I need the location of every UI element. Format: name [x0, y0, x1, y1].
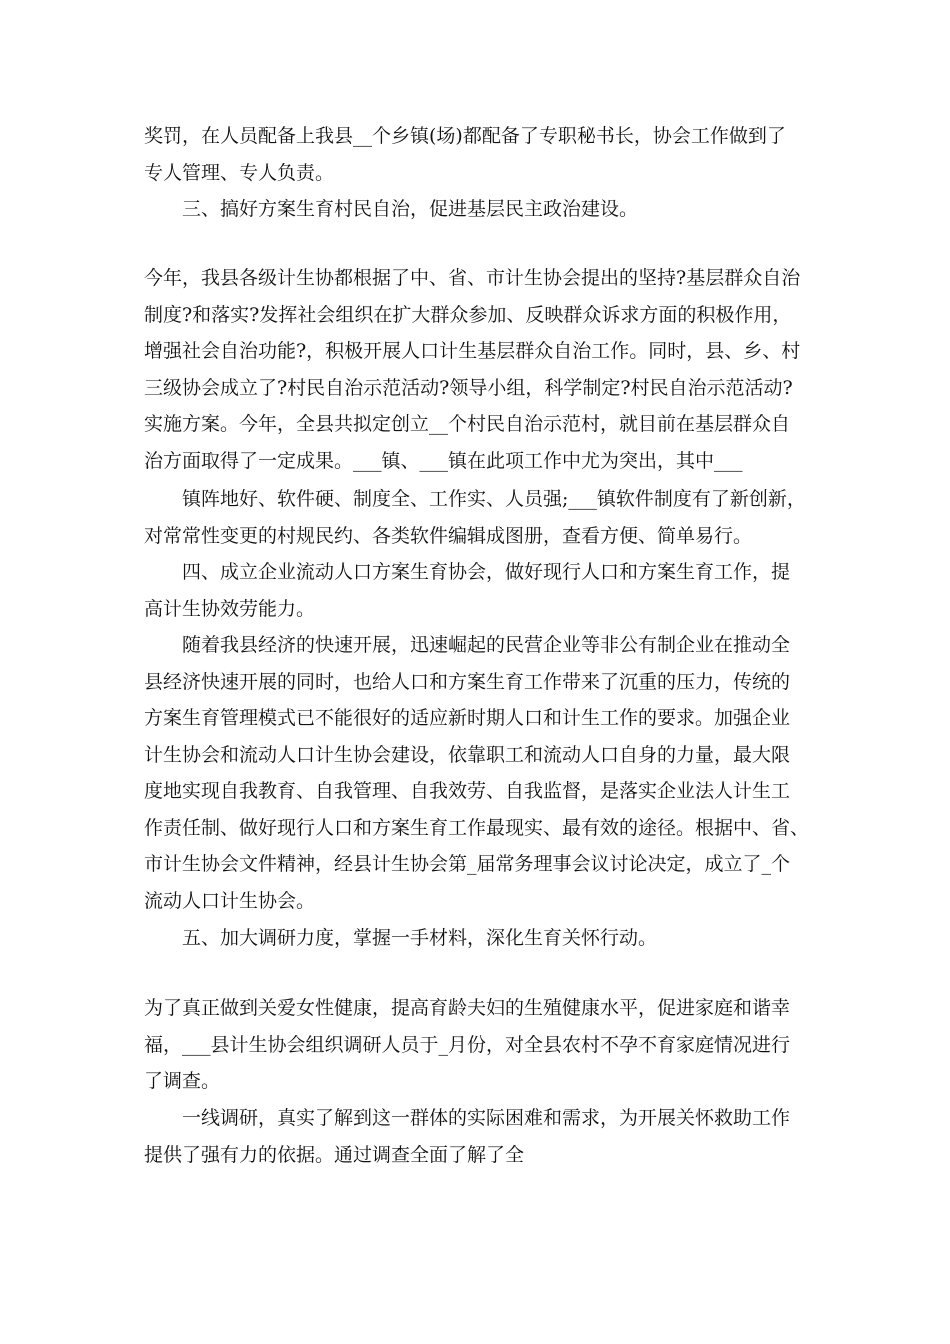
text-line: 奖罚，在人员配备上我县__个乡镇(场)都配备了专职秘书长，协会工作做到了 [144, 125, 786, 147]
text-line: 一线调研，真实了解到这一群体的实际困难和需求，为开展关怀救助工作 [182, 1107, 791, 1129]
text-line: 随着我县经济的快速开展，迅速崛起的民营企业等非公有制企业在推动全 [182, 634, 791, 656]
text-line: 计生协会和流动人口计生协会建设，依靠职工和流动人口自身的力量，最大限 [144, 743, 791, 766]
text-line: 对常常性变更的村规民约、各类软件编辑成图册，查看方便、简单易行。 [144, 524, 753, 547]
paragraph-4 [144, 627, 814, 919]
text-line: 提供了强有力的依据。通过调查全面了解了全 [144, 1143, 525, 1166]
text-line: 方案生育管理模式已不能很好的适应新时期人口和计生工作的要求。加强企业 [144, 707, 791, 729]
text-line: 市计生协会文件精神，经县计生协会第_届常务理事会议讨论决定，成立了_个 [144, 853, 791, 875]
text-line: 三、搞好方案生育村民自治，促进基层民主政治建设。 [182, 198, 639, 220]
paragraph-6 [144, 1100, 814, 1173]
text-line: 增强社会自治功能?，积极开展人口计生基层群众自治工作。同时，县、乡、村 [144, 340, 801, 362]
text-line: 今年，我县各级计生协都根据了中、省、市计生协会提出的坚持?基层群众自治 [144, 267, 801, 289]
text-line: 为了真正做到关爱女性健康，提高育龄夫妇的生殖健康水平，促进家庭和谐幸 [144, 997, 791, 1019]
heading-section-3 [144, 191, 814, 228]
text-line: 度地实现自我教育、自我管理、自我效劳、自我监督，是落实企业法人计生工 [144, 780, 791, 802]
text-line: 县经济快速开展的同时，也给人口和方案生育工作带来了沉重的压力，传统的 [144, 670, 791, 693]
paragraph-5 [144, 990, 814, 1100]
heading-section-4 [144, 554, 814, 627]
text-line: 作责任制、做好现行人口和方案生育工作最现实、最有效的途径。根据中、省、 [144, 816, 810, 839]
text-line: 治方面取得了一定成果。___镇、___镇在此项工作中尤为突出，其中___ [144, 449, 743, 472]
text-line: 镇阵地好、软件硬、制度全、工作实、人员强;___镇软件制度有了新创新， [182, 488, 806, 510]
text-line: 高计生协效劳能力。 [144, 597, 316, 620]
text-line: 五、加大调研力度，掌握一手材料，深化生育关怀行动。 [182, 927, 658, 949]
paragraph-2 [144, 260, 814, 479]
text-line: 流动人口计生协会。 [144, 889, 316, 912]
text-line: 实施方案。今年，全县共拟定创立__个村民自治示范村，就目前在基层群众自 [144, 413, 791, 435]
text-line: 了调查。 [144, 1070, 221, 1092]
text-line: 三级协会成立了?村民自治示范活动?领导小组，科学制定?村民自治示范活动? [144, 376, 793, 399]
text-line: 专人管理、专人负责。 [144, 161, 335, 184]
heading-section-5 [144, 920, 814, 957]
paragraph-3 [144, 481, 814, 554]
text-line: 四、成立企业流动人口方案生育协会，做好现行人口和方案生育工作，提 [182, 561, 791, 583]
paragraph-1 [144, 118, 814, 191]
text-line: 福，___县计生协会组织调研人员于_月份，对全县农村不孕不育家庭情况进行 [144, 1033, 791, 1056]
text-line: 制度?和落实?发挥社会组织在扩大群众参加、反映群众诉求方面的积极作用， [144, 303, 792, 326]
